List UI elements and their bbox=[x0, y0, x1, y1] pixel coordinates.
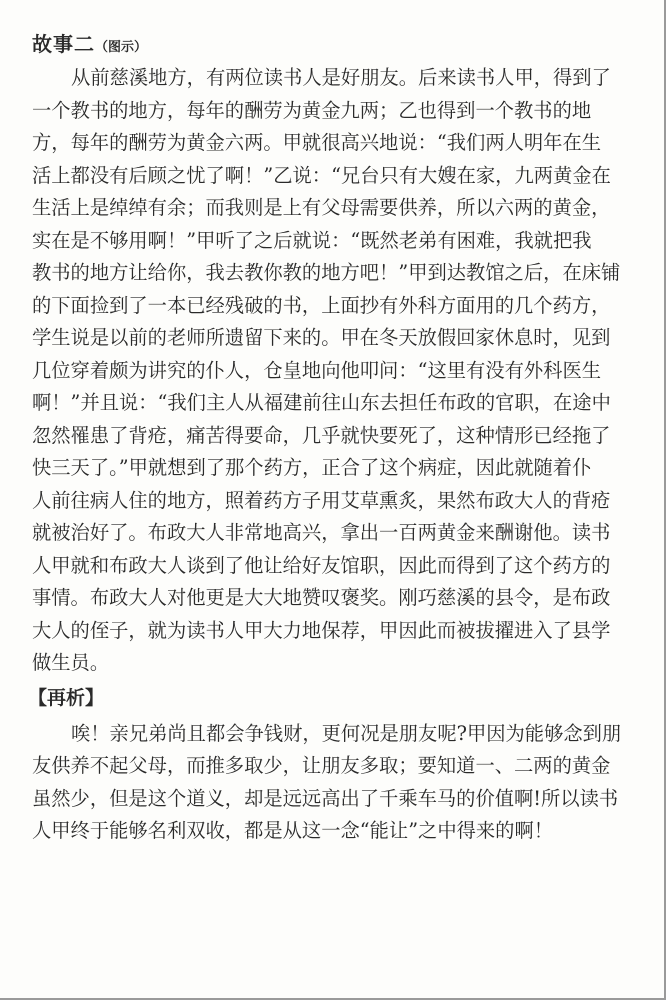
story-body bbox=[32, 62, 642, 680]
story-line: 一个教书的地方，每年的酬劳为黄金九两；乙也得到一个教书的地 bbox=[32, 98, 592, 122]
story-subtitle: （图示） bbox=[95, 40, 148, 55]
story-line: 做生员。 bbox=[32, 651, 110, 674]
analysis-line: 虽然少，但是这个道义，却是远远高出了千乘车马的价值啊!所以读书 bbox=[32, 786, 619, 810]
story-line: 人前往病人住的地方，照着药方子用艾草熏炙，果然布政大人的背疮 bbox=[32, 488, 611, 512]
story-title: 故事二 bbox=[32, 32, 95, 56]
story-line: 快三天了。”甲就想到了那个药方，正合了这个病症，因此就随着仆 bbox=[32, 456, 592, 479]
analysis-line: 友供养不起父母，而推多取少，让朋友多取；要知道一、二两的黄金 bbox=[32, 754, 611, 777]
story-line: 活上都没有后顾之忧了啊！”乙说：“兄台只有大嫂在家，九两黄金在 bbox=[32, 163, 611, 187]
story-line: 教书的地方让给你，我去教你教的地方吧！”甲到达教馆之后，在床铺 bbox=[32, 261, 621, 284]
story-line: 忽然罹患了背疮，痛苦得要命，几乎就快要死了，这种情形已经拖了 bbox=[32, 423, 611, 447]
story-line: 就被治好了。布政大人非常地高兴，拿出一百两黄金来酬谢他。读书 bbox=[32, 521, 611, 544]
analysis-line: 唉！亲兄弟尚且都会争钱财，更何况是朋友呢?甲因为能够念到朋 bbox=[71, 721, 622, 745]
story-line: 事情。布政大人对他更是大大地赞叹褒奖。刚巧慈溪的县令，是布政 bbox=[32, 586, 611, 609]
analysis-line: 人甲终于能够名利双收，都是从这一念“能让”之中得来的啊！ bbox=[32, 819, 554, 842]
story-line: 生活上是绰绰有余；而我则是上有父母需要供养，所以六两的黄金， bbox=[32, 196, 611, 219]
story-line: 啊！”并且说：“我们主人从福建前往山东去担任布政的官职，在途中 bbox=[32, 391, 611, 414]
story-line: 实在是不够用啊！”甲听了之后就说：“既然老弟有困难，我就把我 bbox=[32, 228, 592, 252]
story-line: 几位穿着颇为讲究的仆人，仓皇地向他叩问：“这里有没有外科医生 bbox=[32, 358, 602, 382]
story-line: 人甲就和布政大人谈到了他让给好友馆职，因此而得到了这个药方的 bbox=[32, 553, 611, 577]
story-line: 从前慈溪地方，有两位读书人是好朋友。后来读书人甲，得到了 bbox=[71, 66, 611, 89]
analysis-title: 【再析】 bbox=[28, 686, 105, 709]
story-line: 学生说是以前的老师所遗留下来的。甲在冬天放假回家休息时，见到 bbox=[32, 326, 611, 349]
analysis-body bbox=[32, 718, 642, 848]
story-heading bbox=[32, 28, 642, 62]
story-line: 方，每年的酬劳为黄金六两。甲就很高兴地说：“我们两人明年在生 bbox=[32, 131, 602, 154]
story-line: 大人的侄子，就为读书人甲大力地保荐，甲因此而被拔擢进入了县学 bbox=[32, 618, 611, 642]
story-line: 的下面捡到了一本已经残破的书，上面抄有外科方面用的几个药方， bbox=[32, 293, 611, 317]
document-content bbox=[28, 28, 642, 848]
